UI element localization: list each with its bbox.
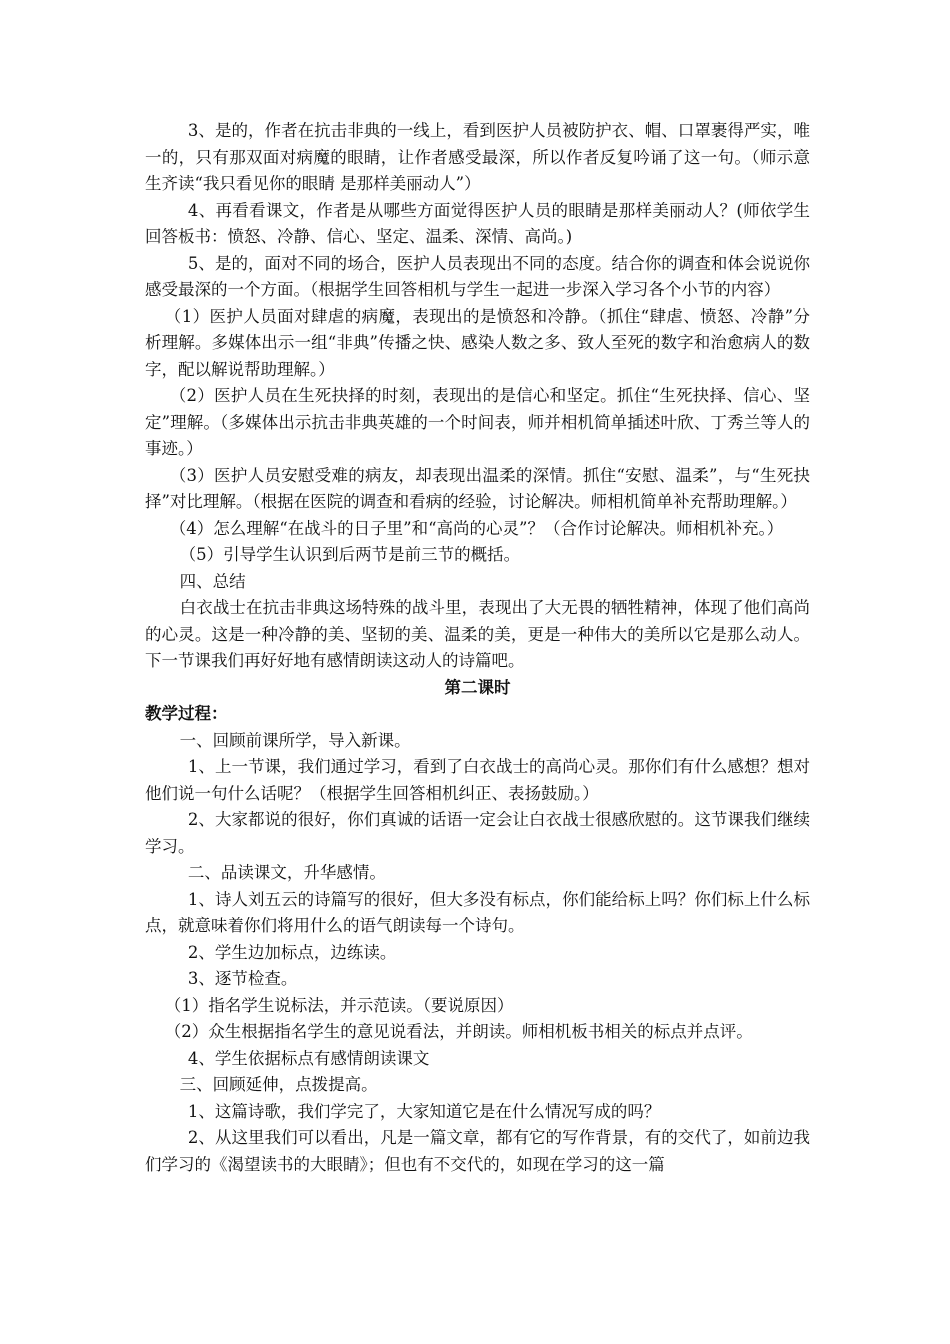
document-page <box>145 118 810 1178</box>
paragraph-review-2: 2、大家都说的很好，你们真诚的话语一定会让白衣战士很感欣慰的。这节课我们继续学习。 <box>145 810 810 856</box>
paragraph-reading-4: 4、学生依据标点有感情朗读课文 <box>187 1048 430 1068</box>
paragraph-summary: 白衣战士在抗击非典这场特殊的战斗里，表现出了大无畏的牺牲精神，体现了他们高尚的心灵。这是一种冷静的美、坚韧的美、温柔的美，更是一种伟大的美所以它是那么动人。下一节课我们再好好地有感情朗读这动人的诗篇吧。 <box>145 598 810 670</box>
paragraph-review-1: 1、上一节课，我们通过学习，看到了白衣战士的高尚心灵。那你们有什么感想？想对他们说一句什么话呢？（根据学生回答相机纠正、表扬鼓励。） <box>145 757 810 803</box>
paragraph-sub-5: （5）引导学生认识到后两节是前三节的概括。 <box>179 545 521 564</box>
paragraph-reading-1: 1、诗人刘五云的诗篇写的很好，但大多没有标点，你们能给标上吗？你们标上什么标点，就意味着你们将用什么的语气朗读每一个诗句。 <box>145 889 810 935</box>
paragraph-reading-3: 3、逐节检查。 <box>187 969 298 988</box>
section-reading-heading: 二、品读课文，升华感情。 <box>187 863 386 882</box>
process-heading: 教学过程： <box>145 704 228 723</box>
paragraph-point-4: 4、再看看课文，作者是从哪些方面觉得医护人员的眼睛是那样美丽动人？(师依学生回答板书：愤怒、冷静、信心、坚定、温柔、深情、高尚。) <box>145 200 810 246</box>
paragraph-point-5: 5、是的，面对不同的场合，医护人员表现出不同的态度。结合你的调查和体会说说你感受最深的一个方面。（根据学生回答相机与学生一起进一步深入学习各个小节的内容） <box>145 253 810 299</box>
paragraph-extension-1: 1、这篇诗歌，我们学完了，大家知道它是在什么情况写成的吗？ <box>187 1101 661 1121</box>
paragraph-sub-4: （4）怎么理解“在战斗的日子里”和“高尚的心灵”？（合作讨论解决。师相机补充。） <box>169 518 784 538</box>
paragraph-extension-2: 2、从这里我们可以看出，凡是一篇文章，都有它的写作背景，有的交代了，如前边我们学习的《渴望读书的大眼睛》；但也有不交代的，如现在学习的这一篇 <box>145 1128 810 1174</box>
section-summary-heading: 四、总结 <box>179 571 246 591</box>
paragraph-sub-3: （3）医护人员安慰受难的病友，却表现出温柔的深情。抓住“安慰、温柔”，与“生死抉择”对比理解。（根据在医院的调查和看病的经验，讨论解决。师相机简单补充帮助理解。） <box>145 465 810 511</box>
paragraph-reading-3-1: （1）指名学生说标法，并示范读。（要说原因） <box>164 995 514 1015</box>
paragraph-reading-2: 2、学生边加标点，边练读。 <box>187 942 397 962</box>
paragraph-sub-1: （1）医护人员面对肆虐的病魔，表现出的是愤怒和冷静。（抓住“肆虐、愤怒、冷静”分析理解。多媒体出示一组“非典”传播之快、感染人数之多、致人至死的数字和治愈病人的数字，配以解说帮助理解。） <box>145 306 810 379</box>
section-extension-heading: 三、回顾延伸，点拨提高。 <box>179 1075 378 1094</box>
paragraph-point-3: 3、是的，作者在抗击非典的一线上，看到医护人员被防护衣、帽、口罩裹得严实，唯一的，只有那双面对病魔的眼睛，让作者感受最深，所以作者反复吟诵了这一句。（师示意生齐读“我只看见你的眼睛 是那样美丽动人”） <box>145 121 810 193</box>
section-review-heading: 一、回顾前课所学，导入新课。 <box>179 730 411 750</box>
paragraph-sub-2: （2）医护人员在生死抉择的时刻，表现出的是信心和坚定。抓住“生死抉择、信心、坚定”理解。（多媒体出示抗击非典英雄的一个时间表，师并相机简单插述叶欣、丁秀兰等人的事迹。） <box>145 386 810 458</box>
lesson-title: 第二课时 <box>444 677 511 697</box>
paragraph-reading-3-2: （2）众生根据指名学生的意见说看法，并朗读。师相机板书相关的标点并点评。 <box>164 1022 753 1041</box>
